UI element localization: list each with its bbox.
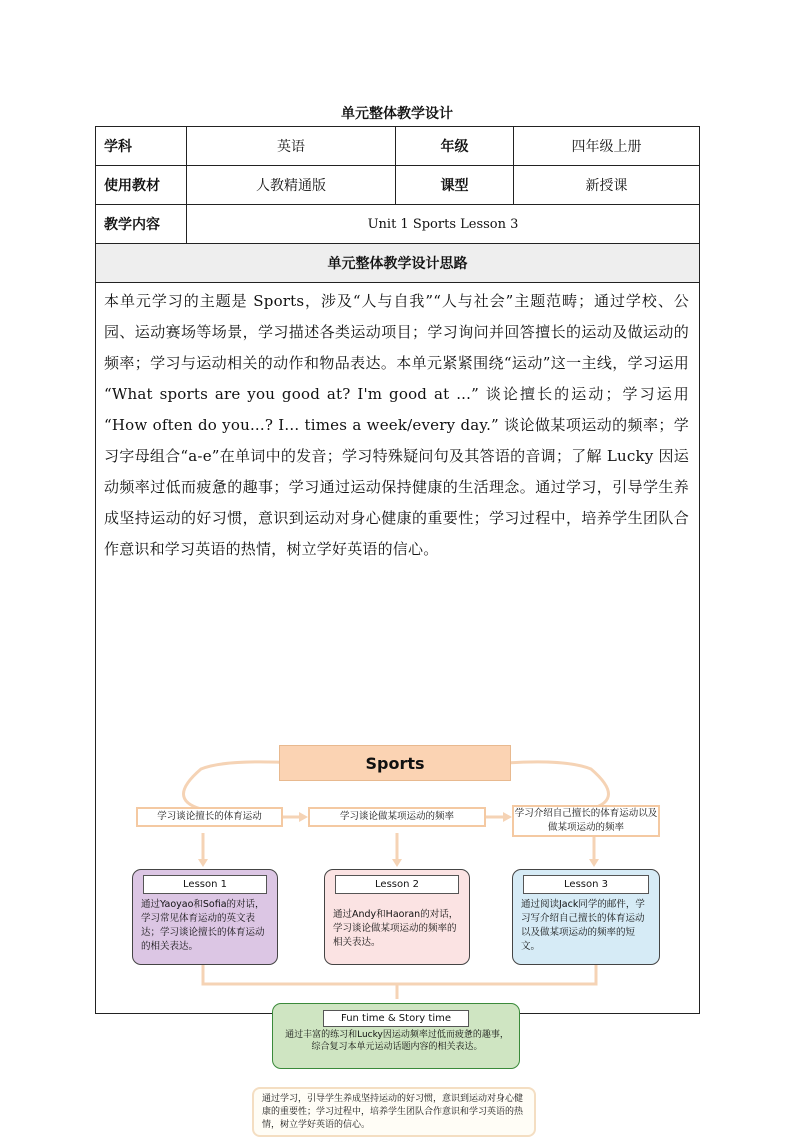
subject-label: 学科	[96, 127, 187, 166]
merge-line	[203, 964, 596, 984]
arrow-d3	[589, 859, 599, 867]
arrow-d2	[392, 859, 402, 867]
lesson-1-text: 通过Yaoyao和Sofia的对话，学习常见体育运动的英文表达；学习谈论擅长的体育运动的相关表达。	[141, 899, 265, 952]
lesson-2-tag: Lesson 2	[335, 875, 459, 894]
lesson-type-value: 新授课	[514, 166, 700, 205]
grade-value: 四年级上册	[514, 127, 700, 166]
mid-box-3: 学习介绍自己擅长的体育运动以及做某项运动的频率	[512, 805, 660, 837]
document-title: 单元整体教学设计	[341, 106, 453, 122]
lesson-3-text: 通过阅读Jack同学的邮件，学习写介绍自己擅长的体育运动以及做某项运动的频率的短文。	[521, 899, 645, 952]
lesson-3-box	[512, 869, 660, 965]
design-essay: 本单元学习的主题是 Sports，涉及“人与自我”“人与社会”主题范畴；通过学校、公园、运动赛场等场景，学习描述各类运动项目；学习询问并回答擅长的运动及做运动的频率；学习与运动相关的动作和物品表达。本单元紧紧围绕“运动”这一主线，学习运用 “What sports are you good at? I'm good at ...” 谈论擅长的运动；学习运用 “How often do you...? I... times a week/every day.” 谈论做某项运动的频率；学习字母组合“a-e”在单词中的发音；学习特殊疑问句及其答语的音调；了解 Lucky 因运动频率过低而疲惫的趣事；学习通过运动保持健康的生活理念。通过学习，引导学生养成坚持运动的好习惯，意识到运动对身心健康的重要性；学习过程中，培养学生团队合作意识和学习英语的热情，树立学好英语的信心。	[104, 292, 689, 558]
lesson-2-box	[324, 869, 470, 965]
arrow-m23	[503, 812, 512, 822]
lesson-2-text: 通过Andy和Haoran的对话，学习谈论做某项运动的频率的相关表达。	[333, 909, 459, 948]
arrow-m12	[299, 812, 308, 822]
lesson-1-tag: Lesson 1	[143, 875, 267, 894]
content-value: Unit 1 Sports Lesson 3	[187, 205, 700, 244]
loop-right	[506, 762, 609, 809]
section-header: 单元整体教学设计思路	[96, 244, 700, 283]
unit-diagram	[96, 589, 698, 1130]
lesson-info-table	[95, 126, 700, 1130]
fun-time-tag: Fun time & Story time	[323, 1010, 469, 1027]
arrow-d1	[198, 859, 208, 867]
design-cell	[96, 283, 700, 1130]
content-label: 教学内容	[96, 205, 187, 244]
mid-box-2: 学习谈论做某项运动的频率	[308, 807, 486, 827]
subject-value: 英语	[187, 127, 396, 166]
lesson-3-tag: Lesson 3	[523, 875, 649, 894]
textbook-label: 使用教材	[96, 166, 187, 205]
lesson-1-box	[132, 869, 278, 965]
grade-label: 年级	[396, 127, 514, 166]
fun-time-box	[272, 1003, 520, 1069]
sports-title-box: Sports	[279, 745, 511, 781]
fun-time-text: 通过丰富的练习和Lucky因运动频率过低而疲惫的趣事，综合复习本单元运动话题内容的相关表达。	[285, 1030, 509, 1052]
textbook-value: 人教精通版	[187, 166, 396, 205]
mid-box-1: 学习谈论擅长的体育运动	[136, 807, 283, 827]
summary-box: 通过学习，引导学生养成坚持运动的好习惯，意识到运动对身心健康的重要性；学习过程中，培养学生团队合作意识和学习英语的热情，树立学好英语的信心。	[252, 1087, 536, 1137]
lesson-type-label: 课型	[396, 166, 514, 205]
